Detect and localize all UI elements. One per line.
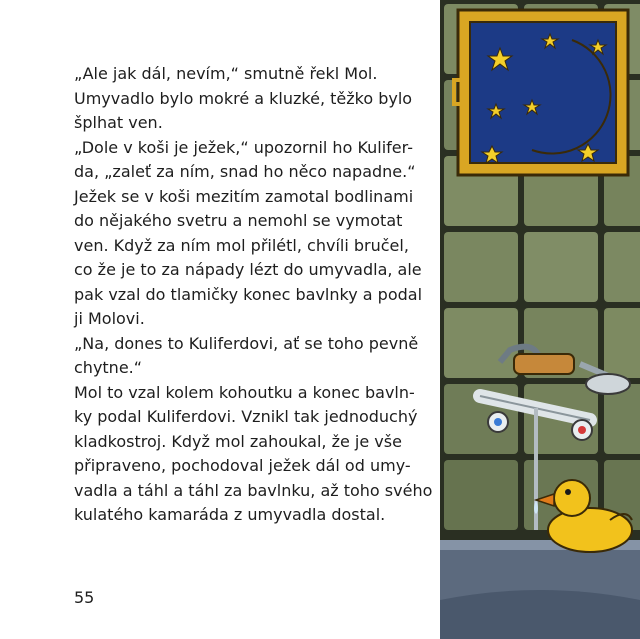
- story-line: „Na, dones to Kuliferdovi, ať se toho pevně: [74, 333, 419, 353]
- story-line: ky podal Kuliferdovi. Vznikl tak jednoduchý: [74, 407, 418, 426]
- story-line: co že je to za nápady lézt do umyvadla, ale: [74, 260, 422, 279]
- story-line: vadla a táhl a táhl za bavlnku, až toho svého: [74, 480, 433, 500]
- story-line: kladkostroj. Když mol zahoukal, že je vše: [74, 431, 402, 451]
- story-line: Umyvadlo bylo mokré a kluzké, těžko bylo: [74, 88, 413, 108]
- story-line: Mol to vzal kolem kohoutku a konec bavln-: [74, 382, 415, 402]
- story-text: [74, 62, 434, 528]
- story-line: Ježek se v koši mezitím zamotal bodlinami: [74, 186, 414, 206]
- story-line: připraveno, pochodoval ježek dál od umy-: [74, 456, 411, 475]
- story-line: ven. Když za ním mol přilétl, chvíli bručel,: [74, 235, 409, 255]
- story-line: chytne.“: [74, 358, 143, 377]
- bathroom-illustration: [440, 0, 640, 639]
- story-line: šplhat ven.: [74, 113, 163, 132]
- story-line: kulatého kamaráda z umyvadla dostal.: [74, 505, 386, 524]
- story-line: „Dole v koši je ježek,“ upozornil ho Kulifer-: [74, 137, 413, 157]
- story-line: da, „zaleť za ním, snad ho něco napadne.“: [74, 162, 416, 181]
- story-line: pak vzal do tlamičky konec bavlnky a podal: [74, 284, 423, 304]
- story-line: ji Molovi.: [74, 309, 145, 328]
- page-number: 55: [74, 588, 95, 607]
- shower-head: [586, 374, 630, 394]
- story-line: „Ale jak dál, nevím,“ smutně řekl Mol.: [74, 64, 378, 83]
- story-line: do nějakého svetru a nemohl se vymotat: [74, 211, 403, 230]
- night-window: [454, 10, 628, 175]
